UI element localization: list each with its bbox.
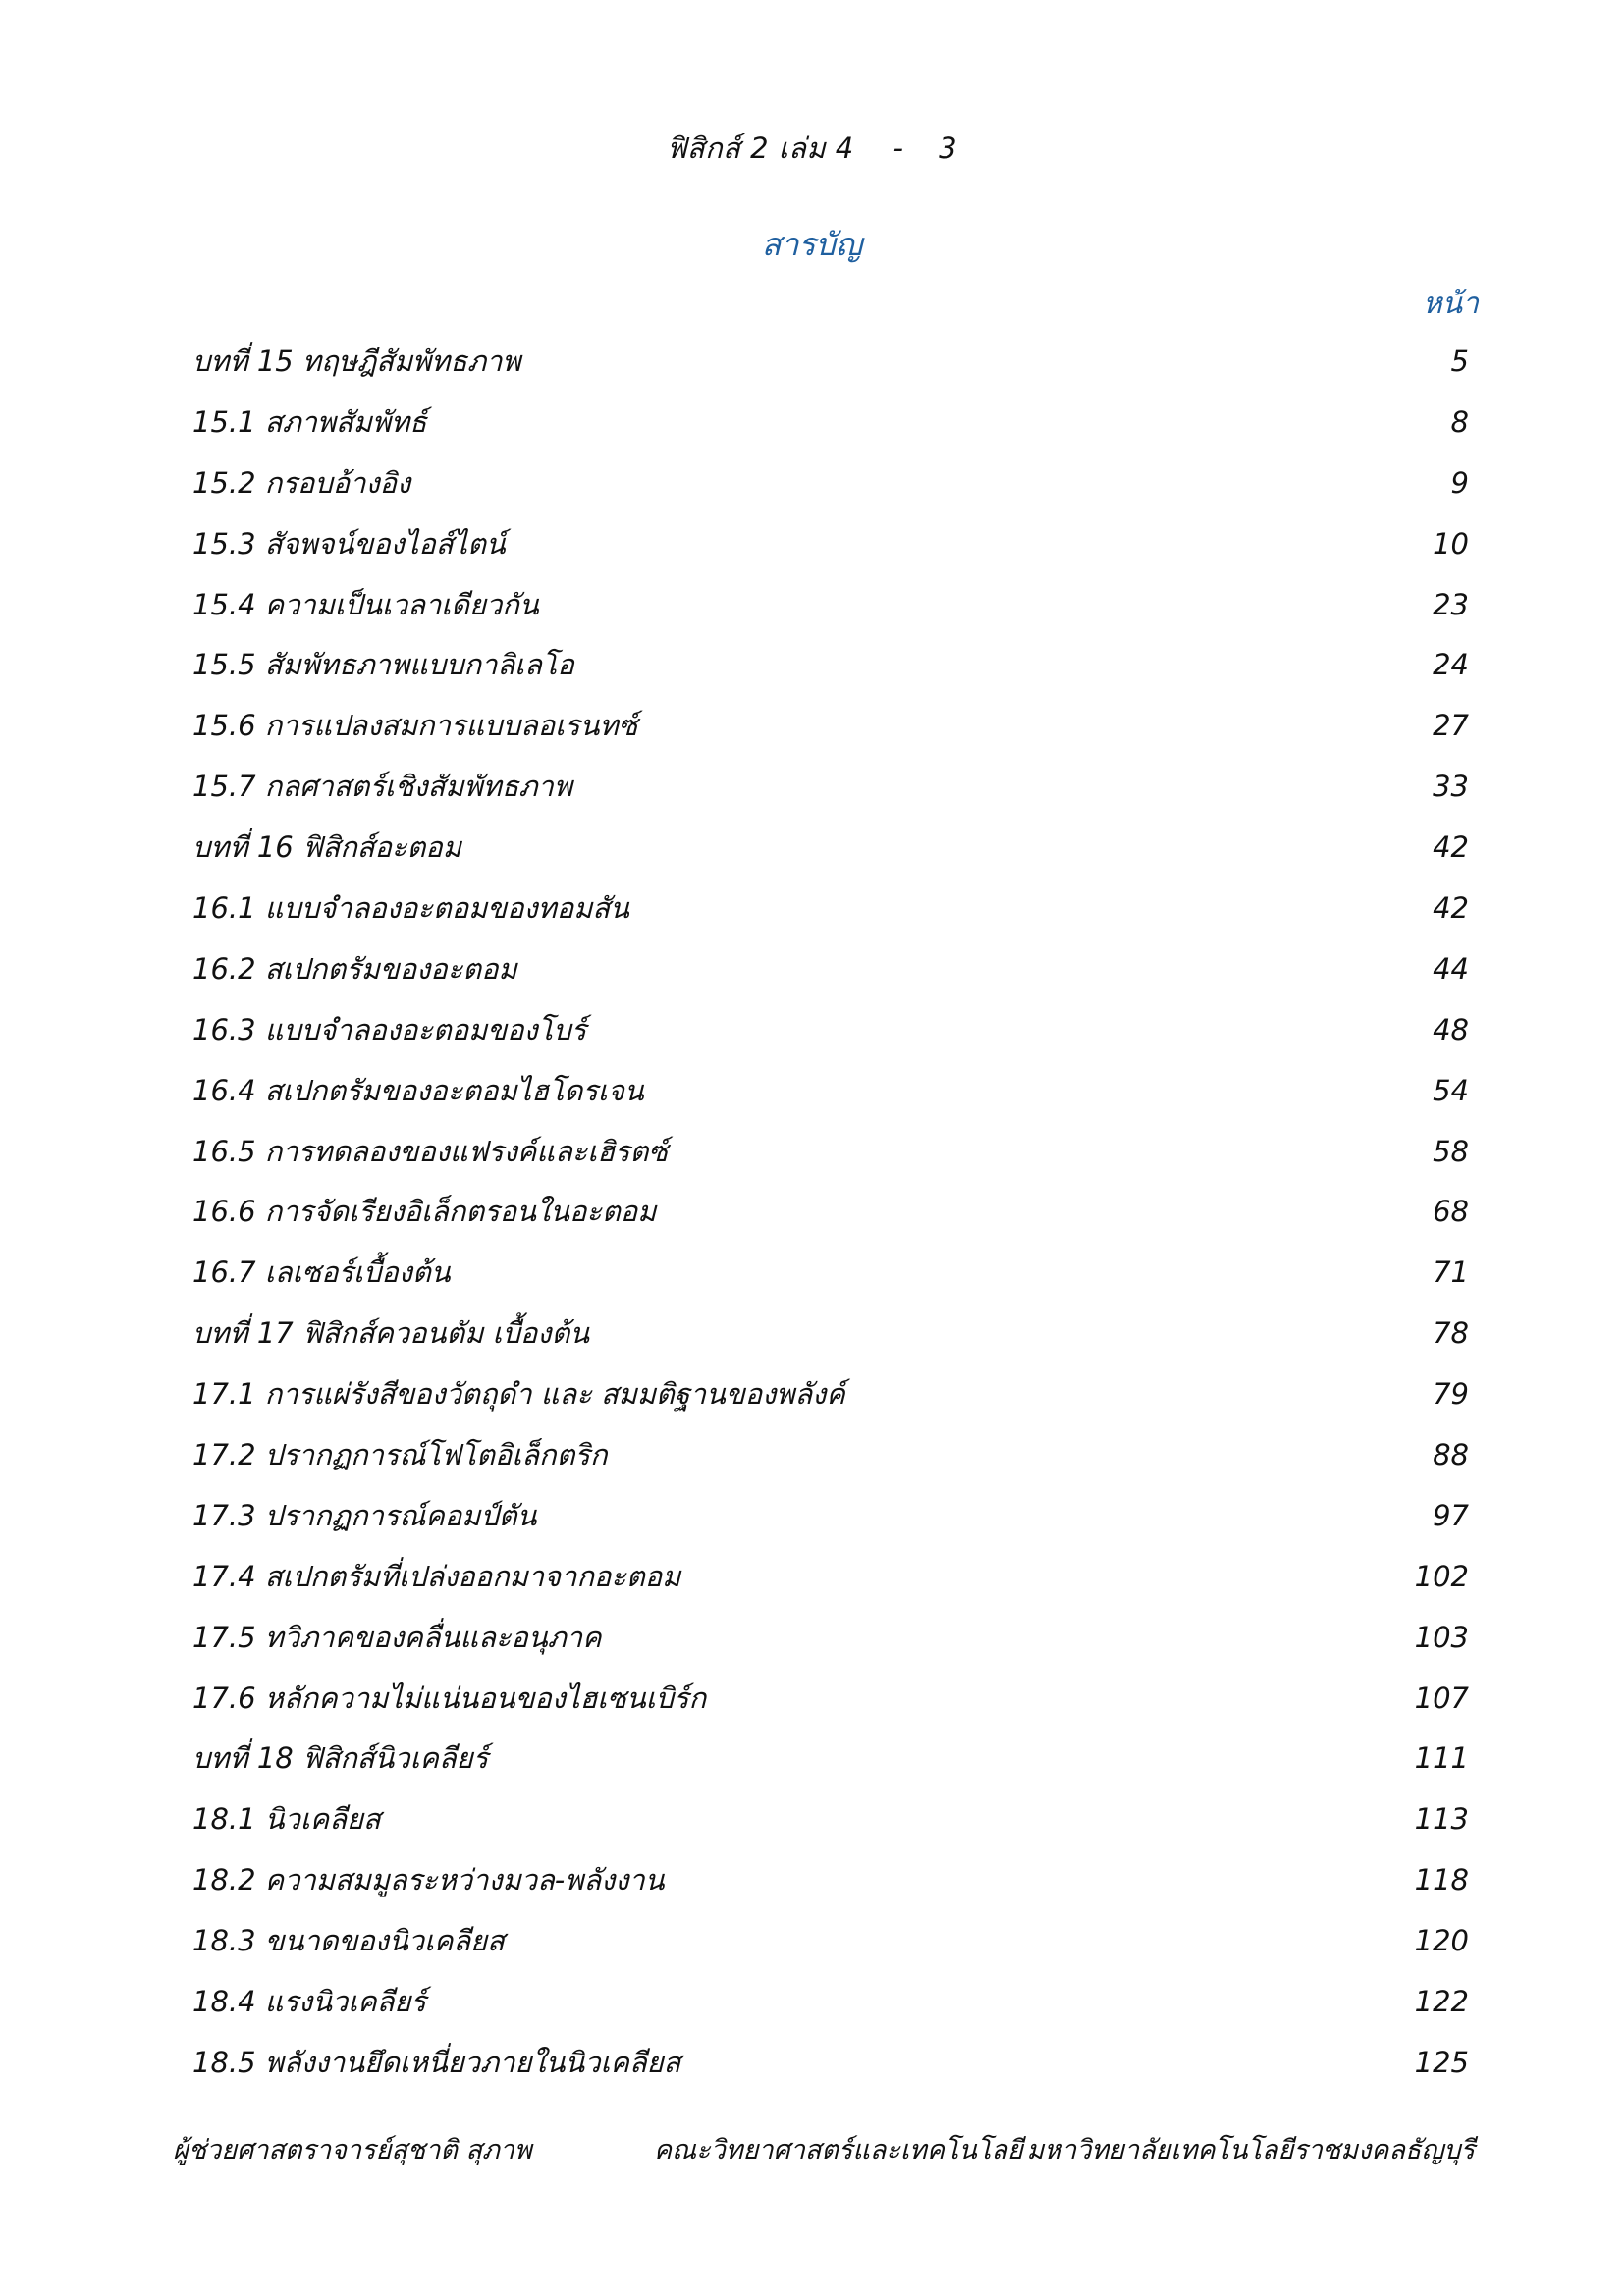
toc-entry-title: 16.5 การทดลองของแฟรงค์และเฮิรตซ์	[192, 1134, 669, 1168]
toc-entry-title: 16.6 การจัดเรียงอิเล็กตรอนในอะตอม	[192, 1195, 657, 1229]
toc-entry	[192, 1910, 1469, 1971]
toc-entry-page: 5	[1450, 345, 1469, 378]
toc-entry-title: 15.7 กลศาสตร์เชิงสัมพัทธภาพ	[192, 770, 572, 804]
toc-entry-page: 27	[1433, 709, 1469, 743]
toc-entry	[192, 1060, 1469, 1121]
footer-author: ผู้ช่วยศาสตราจารย์สุชาติ สุภาพ	[173, 2135, 532, 2165]
toc-entry-title: 15.6 การแปลงสมการแบบลอเรนทซ์	[192, 709, 638, 743]
toc-entry	[192, 1607, 1469, 1668]
toc-entry	[192, 1546, 1469, 1607]
footer-faculty: คณะวิทยาศาสตร์และเทคโนโลยี	[654, 2135, 1023, 2165]
toc-entry-title: 18.2 ความสมมูลระหว่างมวล-พลังงาน	[192, 1863, 665, 1897]
toc-entry	[192, 1789, 1469, 1849]
page-header	[0, 126, 1624, 171]
toc-entry-page: 102	[1414, 1559, 1469, 1593]
toc-entry	[192, 2032, 1469, 2093]
toc-entry-page: 78	[1433, 1316, 1469, 1351]
toc-entry	[192, 634, 1469, 695]
toc-entry-title: 16.7 เลเซอร์เบื้องต้น	[192, 1255, 451, 1290]
toc-entry-title: 18.5 พลังงานยึดเหนี่ยวภายในนิวเคลียส	[192, 2045, 681, 2079]
toc-entry-page: 125	[1414, 2045, 1469, 2079]
toc-entry-page: 107	[1414, 1681, 1469, 1715]
toc-title: สารบัญ	[761, 226, 863, 263]
toc-entry	[192, 878, 1469, 938]
toc-entry-page: 24	[1433, 648, 1469, 682]
toc-entry	[192, 1728, 1469, 1789]
toc-entry	[192, 695, 1469, 756]
toc-entry	[192, 1363, 1469, 1424]
toc-entry-page: 8	[1450, 404, 1469, 439]
toc-entry-page: 42	[1433, 830, 1469, 865]
toc-entry-title: 17.1 การแผ่รังสีของวัตถุดำ และ สมมติฐานของพลังค์	[192, 1377, 845, 1412]
toc-entry	[192, 1971, 1469, 2032]
toc-entry-page: 58	[1433, 1134, 1469, 1168]
toc-entry	[192, 392, 1469, 453]
toc-entry	[192, 817, 1469, 878]
toc-entry-page: 111	[1414, 1741, 1469, 1776]
toc-entry-page: 54	[1433, 1073, 1469, 1107]
toc-entry-title: 17.5 ทวิภาคของคลื่นและอนุภาค	[192, 1620, 602, 1654]
toc-entry-page: 33	[1433, 770, 1469, 804]
toc-entry-title: 16.1 แบบจำลองอะตอมของทอมสัน	[192, 891, 629, 926]
toc-entry	[192, 756, 1469, 817]
toc-entry-page: 42	[1433, 891, 1469, 926]
toc-entry-page: 10	[1433, 526, 1469, 561]
toc-entry-page: 68	[1433, 1195, 1469, 1229]
toc-entry-title: 17.6 หลักความไม่แน่นอนของไฮเซนเบิร์ก	[192, 1681, 707, 1715]
toc-entry-page: 122	[1414, 1985, 1469, 2019]
toc-entry-title: 16.3 แบบจำลองอะตอมของโบร์	[192, 1012, 587, 1046]
toc-entry	[192, 1668, 1469, 1729]
toc-entry-page: 120	[1414, 1924, 1469, 1958]
toc-entry-title: 15.5 สัมพัทธภาพแบบกาลิเลโอ	[192, 648, 574, 682]
toc-entry-title: บทที่ 18 ฟิสิกส์นิวเคลียร์	[192, 1741, 489, 1776]
toc-entry	[192, 453, 1469, 513]
toc-entry-title: 18.3 ขนาดของนิวเคลียส	[192, 1924, 505, 1958]
toc-entry-title: บทที่ 17 ฟิสิกส์ควอนตัม เบื้องต้น	[192, 1316, 590, 1351]
toc-entry-page: 23	[1433, 587, 1469, 621]
toc-entry-title: 18.4 แรงนิวเคลียร์	[192, 1985, 426, 2019]
toc-entry-title: 16.4 สเปกตรัมของอะตอมไฮโดรเจน	[192, 1073, 644, 1107]
toc-entry	[192, 1424, 1469, 1485]
toc-entry	[192, 1121, 1469, 1182]
toc-entry	[192, 999, 1469, 1060]
toc-entry	[192, 1242, 1469, 1303]
toc-entry-page: 71	[1433, 1255, 1469, 1290]
toc-entry-title: 18.1 นิวเคลียส	[192, 1802, 381, 1837]
toc-entry-title: 17.2 ปรากฏการณ์โฟโตอิเล็กตริก	[192, 1438, 608, 1472]
toc-entry-page: 103	[1414, 1620, 1469, 1654]
toc-entry-page: 9	[1450, 465, 1469, 500]
toc-entry	[192, 1303, 1469, 1363]
page-column-label: หน้า	[1422, 287, 1479, 321]
toc-entry-title: 15.4 ความเป็นเวลาเดียวกัน	[192, 587, 539, 621]
header-page-number: 3	[939, 132, 958, 165]
toc-entry-title: 15.3 สัจพจน์ของไอส์ไตน์	[192, 526, 506, 561]
footer-university: มหาวิทยาลัยเทคโนโลยีราชมงคลธัญบุรี	[1026, 2135, 1475, 2165]
toc-entry	[192, 938, 1469, 999]
toc-entry-title: บทที่ 16 ฟิสิกส์อะตอม	[192, 830, 461, 865]
header-book-title: ฟิสิกส์ 2 เล่ม 4	[666, 132, 854, 165]
toc-entry-title: 15.2 กรอบอ้างอิง	[192, 465, 411, 500]
toc-entry	[192, 513, 1469, 574]
toc-entry-title: บทที่ 15 ทฤษฎีสัมพัทธภาพ	[192, 345, 521, 378]
toc-entry-page: 44	[1433, 951, 1469, 986]
toc-entry-title: 17.4 สเปกตรัมที่เปล่งออกมาจากอะตอม	[192, 1559, 681, 1593]
toc-entry-title: 16.2 สเปกตรัมของอะตอม	[192, 951, 517, 986]
toc-entry	[192, 1849, 1469, 1910]
toc-entry	[192, 331, 1469, 392]
toc-entry-page: 97	[1433, 1498, 1469, 1532]
toc-entry	[192, 574, 1469, 635]
toc-entry-page: 48	[1433, 1012, 1469, 1046]
header-separator: -	[893, 132, 904, 165]
toc-entry-page: 79	[1433, 1377, 1469, 1412]
toc-entry-title: 15.1 สภาพสัมพัทธ์	[192, 404, 427, 439]
toc-entry-title: 17.3 ปรากฏการณ์คอมป์ตัน	[192, 1498, 537, 1532]
table-of-contents	[192, 331, 1469, 2093]
toc-entry-page: 118	[1414, 1863, 1469, 1897]
toc-entry	[192, 1181, 1469, 1242]
toc-entry	[192, 1485, 1469, 1546]
toc-entry-page: 113	[1414, 1802, 1469, 1837]
toc-entry-page: 88	[1433, 1438, 1469, 1472]
